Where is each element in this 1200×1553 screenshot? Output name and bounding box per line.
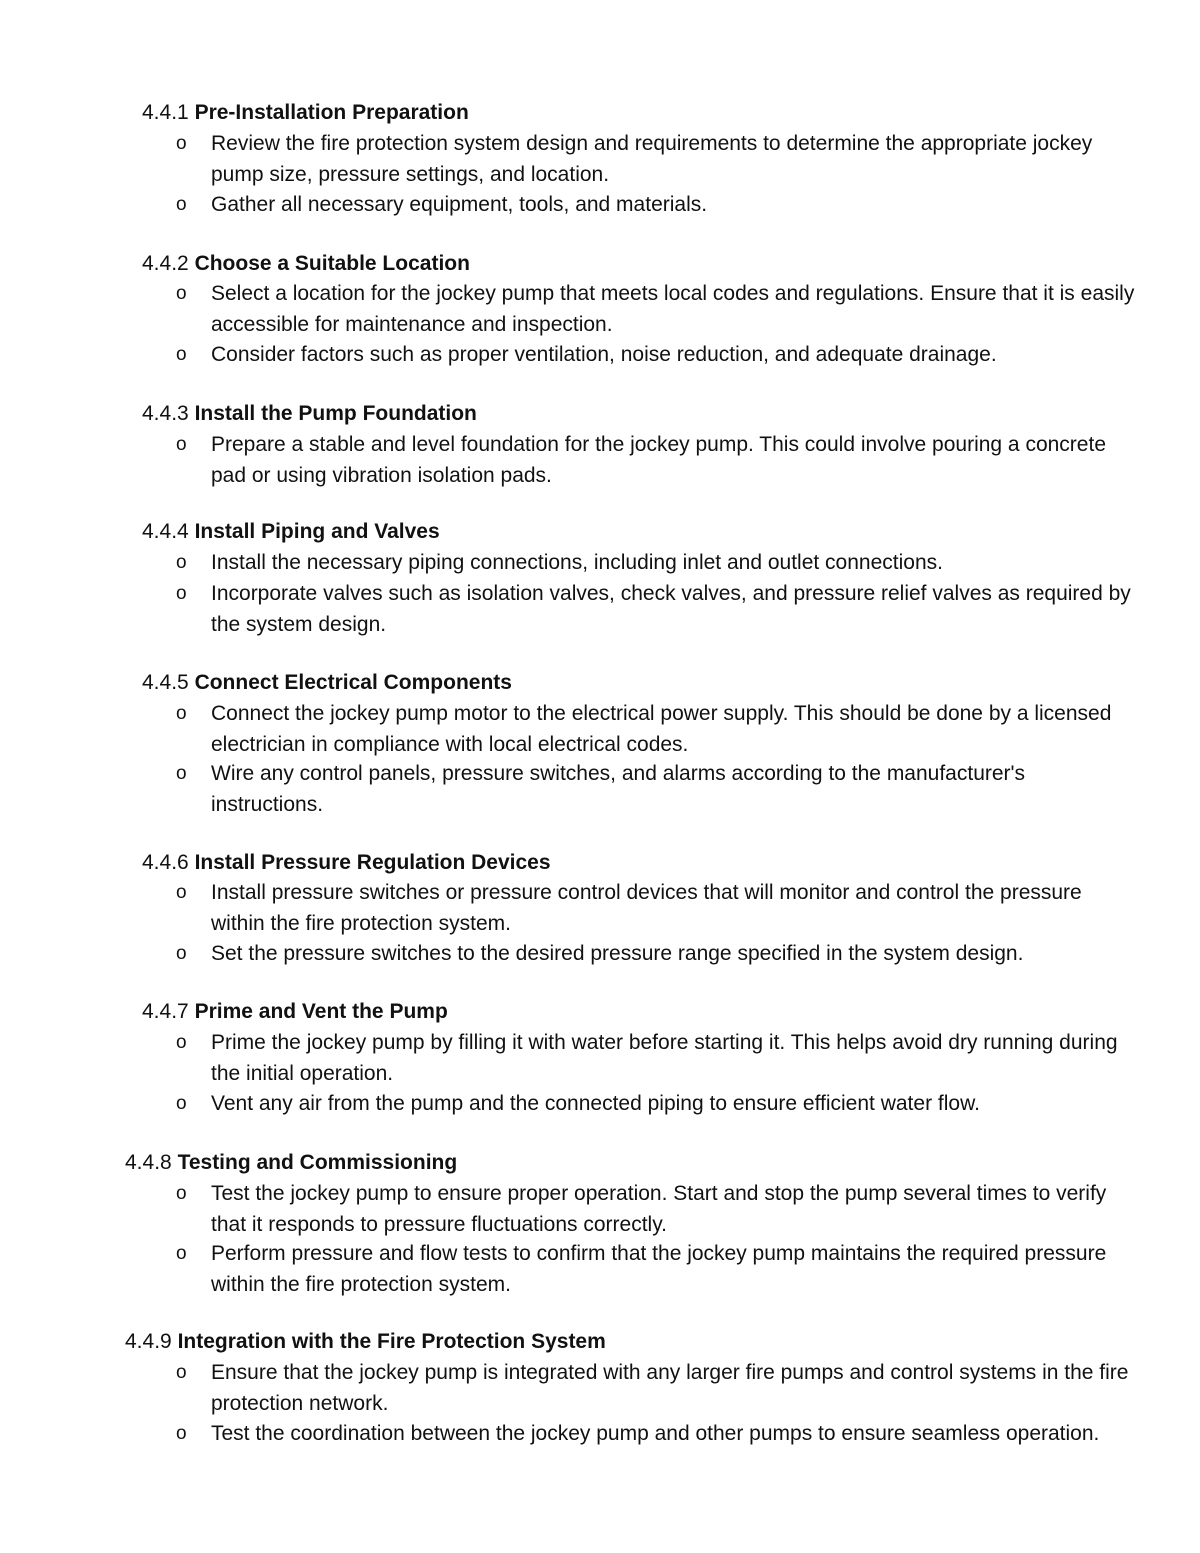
list-item (176, 1178, 1136, 1240)
list-item-text: Ensure that the jockey pump is integrated with any larger fire pumps and control systems in the fire protection network. (211, 1361, 1129, 1415)
section-number: 4.4.4 (142, 520, 189, 543)
section-title: Testing and Commissioning (177, 1151, 458, 1174)
list-item (176, 578, 1136, 640)
list-item-text: Select a location for the jockey pump that meets local codes and regulations. Ensure that it is easily accessible for maintenance and inspection. (211, 282, 1135, 336)
section-heading (142, 100, 469, 126)
list-item-text: Incorporate valves such as isolation valves, check valves, and pressure relief valves as required by the system design. (211, 582, 1131, 636)
list-item (176, 189, 1136, 220)
section-title: Prime and Vent the Pump (194, 1000, 448, 1023)
section-number: 4.4.3 (142, 402, 189, 425)
bullet-icon: o (176, 552, 187, 573)
section-heading (125, 1150, 457, 1176)
section-title: Install Pressure Regulation Devices (194, 851, 551, 874)
bullet-icon: o (176, 1362, 187, 1383)
section-title: Choose a Suitable Location (194, 252, 470, 275)
list-item-text: Install the necessary piping connections, including inlet and outlet connections. (211, 551, 943, 574)
list-item (176, 1027, 1136, 1089)
list-item-text: Gather all necessary equipment, tools, and materials. (211, 193, 708, 216)
section-number: 4.4.8 (125, 1151, 172, 1174)
bullet-icon: o (176, 344, 187, 365)
list-item (176, 1238, 1136, 1300)
bullet-icon: o (176, 1032, 187, 1053)
list-item-text: Install pressure switches or pressure control devices that will monitor and control the pressure within the fire protection system. (211, 881, 1082, 935)
list-item-text: Prepare a stable and level foundation for the jockey pump. This could involve pouring a concrete pad or using vibration isolation pads. (211, 433, 1106, 487)
bullet-icon: o (176, 194, 187, 215)
bullet-icon: o (176, 283, 187, 304)
list-item (176, 547, 1136, 578)
section-title: Install the Pump Foundation (194, 402, 477, 425)
list-item (176, 429, 1136, 491)
section-number: 4.4.5 (142, 671, 189, 694)
bullet-icon: o (176, 1183, 187, 1204)
list-item-text: Vent any air from the pump and the connected piping to ensure efficient water flow. (211, 1092, 980, 1115)
bullet-icon: o (176, 882, 187, 903)
list-item (176, 1357, 1136, 1419)
section-heading (142, 251, 470, 277)
bullet-icon: o (176, 1423, 187, 1444)
bullet-icon: o (176, 133, 187, 154)
section-heading (142, 999, 448, 1025)
section-heading (142, 850, 551, 876)
section-number: 4.4.2 (142, 252, 189, 275)
section-title: Pre-Installation Preparation (194, 101, 469, 124)
list-item-text: Test the jockey pump to ensure proper operation. Start and stop the pump several times to verify that it responds to pressure fluctuations correctly. (211, 1182, 1107, 1236)
section-title: Integration with the Fire Protection System (177, 1330, 606, 1353)
bullet-icon: o (176, 943, 187, 964)
section-number: 4.4.1 (142, 101, 189, 124)
list-item-text: Review the fire protection system design and requirements to determine the appropriate jockey pump size, pressure settings, and location. (211, 132, 1093, 186)
list-item (176, 938, 1136, 969)
bullet-icon: o (176, 763, 187, 784)
section-heading (125, 1329, 606, 1355)
bullet-icon: o (176, 434, 187, 455)
section-title: Install Piping and Valves (194, 520, 440, 543)
list-item (176, 339, 1136, 370)
list-item-text: Set the pressure switches to the desired pressure range specified in the system design. (211, 942, 1024, 965)
list-item-text: Connect the jockey pump motor to the electrical power supply. This should be done by a licensed electrician in compliance with local electrical codes. (211, 702, 1112, 756)
list-item (176, 698, 1136, 760)
bullet-icon: o (176, 703, 187, 724)
bullet-icon: o (176, 1093, 187, 1114)
section-number: 4.4.7 (142, 1000, 189, 1023)
list-item (176, 278, 1136, 340)
section-heading (142, 519, 440, 545)
list-item-text: Test the coordination between the jockey pump and other pumps to ensure seamless operation. (211, 1422, 1100, 1445)
section-heading (142, 401, 477, 427)
list-item (176, 758, 1136, 820)
section-number: 4.4.9 (125, 1330, 172, 1353)
list-item-text: Perform pressure and flow tests to confirm that the jockey pump maintains the required pressure within the fire protection system. (211, 1242, 1107, 1296)
list-item-text: Consider factors such as proper ventilation, noise reduction, and adequate drainage. (211, 343, 997, 366)
list-item (176, 1088, 1136, 1119)
list-item (176, 877, 1136, 939)
section-heading (142, 670, 512, 696)
bullet-icon: o (176, 1243, 187, 1264)
list-item-text: Prime the jockey pump by filling it with water before starting it. This helps avoid dry running during the initial operation. (211, 1031, 1118, 1085)
list-item (176, 128, 1136, 190)
list-item-text: Wire any control panels, pressure switches, and alarms according to the manufacturer's instructions. (211, 762, 1026, 816)
section-number: 4.4.6 (142, 851, 189, 874)
section-title: Connect Electrical Components (194, 671, 512, 694)
bullet-icon: o (176, 583, 187, 604)
list-item (176, 1418, 1136, 1449)
